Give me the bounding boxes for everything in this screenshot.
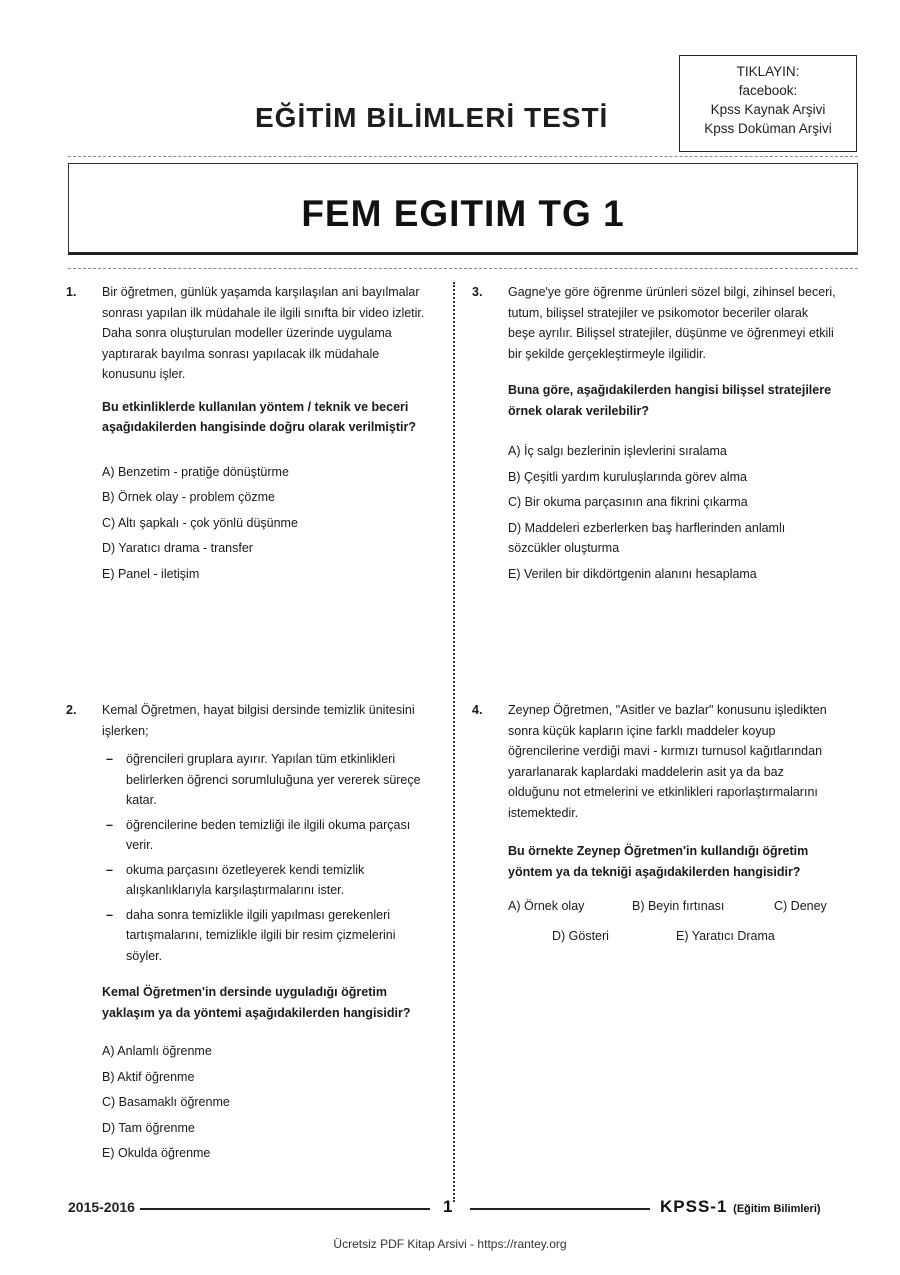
footer-year: 2015-2016 xyxy=(68,1199,135,1215)
header-rule xyxy=(68,156,858,157)
exam-title-frame xyxy=(68,163,858,255)
activity-item xyxy=(106,860,432,901)
option-a[interactable]: A) Örnek olay xyxy=(508,899,585,913)
question-prompt: Bu etkinliklerde kullanılan yöntem / teknik ve beceri aşağıdakilerden hangisinde doğru olarak verilmiştir? xyxy=(102,399,416,434)
column-divider xyxy=(453,282,455,1202)
option-c[interactable]: C) Basamaklı öğrenme xyxy=(102,1095,230,1109)
dash-icon: – xyxy=(106,817,113,832)
page-number: 1 xyxy=(443,1197,453,1216)
exam-title: FEM EGITIM TG 1 xyxy=(301,193,625,234)
question-stem: Zeynep Öğretmen, "Asitler ve bazlar" konusunu işledikten sonra küçük kapların içine farklı maddeler koyup öğrencilerine verdiği mavi - kırmızı turnusol kağıtlarından yararlanarak kaplardaki maddelerin asit ya da baz olduğunu not etmelerini ve etkinlikleri raporlaştırmalarını istemektedir. xyxy=(508,703,827,820)
answer-options xyxy=(508,441,838,584)
option-d[interactable]: D) Gösteri xyxy=(552,929,609,943)
footer-exam-label xyxy=(660,1197,821,1217)
question-stem: Kemal Öğretmen, hayat bilgisi dersinde temizlik ünitesini işlerken; xyxy=(102,703,415,738)
dash-icon: – xyxy=(106,907,113,922)
option-b[interactable]: B) Aktif öğrenme xyxy=(102,1069,195,1084)
question-2 xyxy=(66,700,432,1169)
option-a[interactable]: A) Benzetim - pratiğe dönüştürme xyxy=(102,464,289,479)
activity-text: öğrencilerine beden temizliği ile ilgili okuma parçası verir. xyxy=(126,817,411,852)
question-4 xyxy=(472,700,838,956)
title-underline-rule xyxy=(68,268,858,269)
notice-line-1: TIKLAYIN: xyxy=(736,64,800,79)
activity-text: okuma parçasını özetleyerek kendi temizlik alışkanlıklarıyla karşılaştırmalarını ister. xyxy=(126,862,365,897)
answer-options xyxy=(508,896,838,956)
question-prompt: Kemal Öğretmen'in dersinde uyguladığı öğretim yaklaşım ya da yöntemi aşağıdakilerden hangisidir? xyxy=(102,985,411,1020)
activity-text: daha sonra temizlikle ilgili yapılması gerekenleri tartışmalarını, temizlikle ilgili bir resim çizmelerini söyler. xyxy=(126,907,396,963)
question-number: 1. xyxy=(66,285,77,299)
dash-icon: – xyxy=(106,752,113,766)
test-title: EĞİTİM BİLİMLERİ TESTİ xyxy=(255,102,609,133)
source-line: Ücretsiz PDF Kitap Arsivi - https://rantey.org xyxy=(333,1237,567,1251)
option-b[interactable]: B) Örnek olay - problem çözme xyxy=(102,490,275,504)
option-c[interactable]: C) Deney xyxy=(774,899,827,913)
option-e[interactable]: E) Panel - iletişim xyxy=(102,566,200,581)
option-b[interactable]: B) Beyin fırtınası xyxy=(632,899,725,913)
activity-item xyxy=(106,749,432,811)
question-number: 2. xyxy=(66,703,77,717)
footer-rule-right xyxy=(470,1208,650,1210)
dash-icon: – xyxy=(106,862,113,877)
exam-code: KPSS-1 xyxy=(660,1197,728,1216)
option-d[interactable]: D) Maddeleri ezberlerken baş harflerinden anlamlı sözcükler oluşturma xyxy=(508,520,786,555)
option-a[interactable]: A) Anlamlı öğrenme xyxy=(102,1044,212,1058)
exam-subject: (Eğitim Bilimleri) xyxy=(733,1203,821,1215)
option-e[interactable]: E) Verilen bir dikdörtgenin alanını hesaplama xyxy=(508,566,757,581)
notice-line-3: Kpss Kaynak Arşivi xyxy=(710,102,826,117)
question-prompt: Buna göre, aşağıdakilerden hangisi bilişsel stratejilere örnek olarak verilebilir? xyxy=(508,383,832,418)
facebook-notice-box xyxy=(679,55,857,152)
activity-item xyxy=(106,815,432,856)
option-a[interactable]: A) İç salgı bezlerinin işlevlerini sıralama xyxy=(508,444,727,458)
answer-options xyxy=(102,1041,432,1164)
footer-rule-left xyxy=(140,1208,430,1210)
notice-line-4: Kpss Doküman Arşivi xyxy=(704,121,832,136)
option-c[interactable]: C) Bir okuma parçasının ana fikrini çıkarma xyxy=(508,495,748,509)
notice-line-2: facebook: xyxy=(738,83,798,98)
question-3 xyxy=(472,282,838,589)
option-b[interactable]: B) Çeşitli yardım kuruluşlarında görev alma xyxy=(508,469,747,484)
option-e[interactable]: E) Yaratıcı Drama xyxy=(676,929,775,943)
activity-item xyxy=(106,905,432,967)
question-stem: Gagne'ye göre öğrenme ürünleri sözel bilgi, zihinsel beceri, tutum, bilişsel stratejiler ve psikomotor beceriler olarak beşe ayrılır. Bilişsel stratejiler, düşünme ve öğrenmeyi etkili bir şekilde gerçekleştirmeyle ilgilidir. xyxy=(508,285,836,361)
option-d[interactable]: D) Yaratıcı drama - transfer xyxy=(102,541,253,555)
question-stem: Bir öğretmen, günlük yaşamda karşılaşılan ani bayılmalar sonrası yapılan ilk müdahale ile ilgili sınıfta bir video izletir. Daha sonra oluşturulan modeller üzerinde uygulama yaptırarak bayılma sonrası yapılacak ilk müdahale konusunu işler. xyxy=(102,285,425,381)
activity-list xyxy=(106,749,432,966)
option-e[interactable]: E) Okulda öğrenme xyxy=(102,1146,211,1160)
question-prompt: Bu örnekte Zeynep Öğretmen'in kullandığı öğretim yöntem ya da tekniği aşağıdakilerden hangisidir? xyxy=(508,844,809,879)
option-d[interactable]: D) Tam öğrenme xyxy=(102,1120,195,1135)
activity-text: öğrencileri gruplara ayırır. Yapılan tüm etkinlikleri belirlerken öğrenci sorumluluğuna yer vererek süreçe katar. xyxy=(126,752,421,807)
question-1 xyxy=(66,282,432,589)
question-number: 3. xyxy=(472,285,483,299)
question-number: 4. xyxy=(472,703,483,717)
option-c[interactable]: C) Altı şapkalı - çok yönlü düşünme xyxy=(102,515,298,530)
answer-options xyxy=(102,462,432,585)
